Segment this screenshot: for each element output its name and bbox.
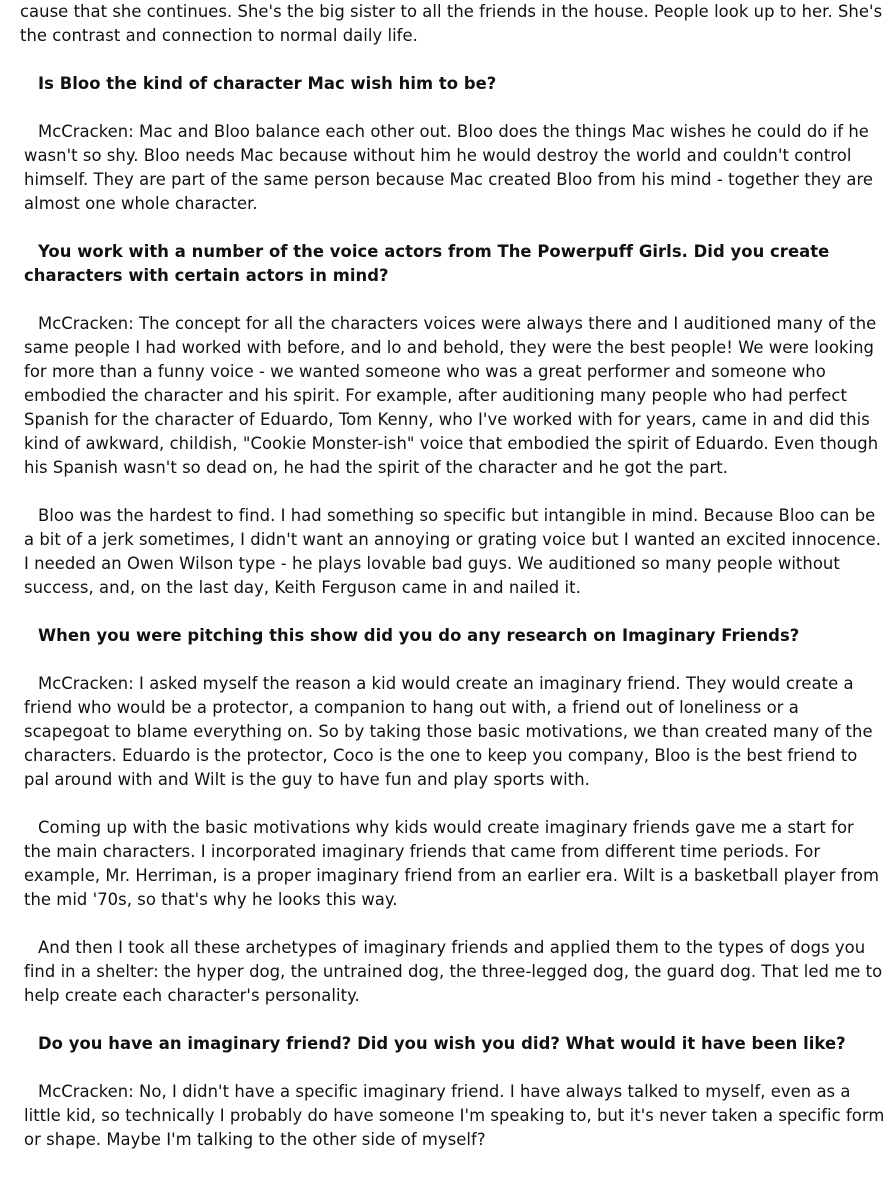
question-heading: Is Bloo the kind of character Mac wish him to be?: [38, 74, 497, 93]
answer-paragraph: cause that she continues. She's the big sister to all the friends in the house. People look up to her. She's the contrast and connection to normal daily life.: [20, 2, 883, 45]
answer-paragraph: McCracken: Mac and Bloo balance each other out. Bloo does the things Mac wishes he could do if he wasn't so shy. Bloo needs Mac because without him he would destroy the world and couldn't control himself. They are part of the same person because Mac created Bloo from his mind - together they are almost one whole character.: [24, 122, 874, 213]
answer-paragraph: McCracken: I asked myself the reason a kid would create an imaginary friend. They would create a friend who would be a protector, a companion to hang out with, a friend out of loneliness or a scapegoat to blame everything on. So by taking those basic motivations, we than created many of the characters. Eduardo is the protector, Coco is the one to keep you company, Bloo is the best friend to pal around with and Wilt is the guy to have fun and play sports with.: [24, 674, 873, 789]
article-body: [20, 0, 886, 1176]
answer-paragraph: Bloo was the hardest to find. I had something so specific but intangible in mind. Because Bloo can be a bit of a jerk sometimes, I didn't want an annoying or grating voice but I wanted an excited innocence. I needed an Owen Wilson type - he plays lovable bad guys. We auditioned so many people without success, and, on the last day, Keith Ferguson came in and nailed it.: [24, 506, 882, 597]
answer-paragraph: Coming up with the basic motivations why kids would create imaginary friends gave me a start for the main characters. I incorporated imaginary friends that came from different time periods. For example, Mr. Herriman, is a proper imaginary friend from an earlier era. Wilt is a basketball player from the mid '70s, so that's why he looks this way.: [24, 818, 880, 909]
answer-paragraph: McCracken: The concept for all the characters voices were always there and I auditioned many of the same people I had worked with before, and lo and behold, they were the best people! We were looking for more than a funny voice - we wanted someone who was a great performer and someone who embodied the character and his spirit. For example, after auditioning many people who had perfect Spanish for the character of Eduardo, Tom Kenny, who I've worked with for years, came in and did this kind of awkward, childish, "Cookie Monster-ish" voice that embodied the spirit of Eduardo. Even though his Spanish wasn't so dead on, he had the spirit of the character and he got the part.: [24, 314, 879, 477]
question-heading: Do you have an imaginary friend? Did you wish you did? What would it have been like?: [38, 1034, 846, 1053]
answer-paragraph: McCracken: No, I didn't have a specific imaginary friend. I have always talked to myself, even as a little kid, so technically I probably do have someone I'm speaking to, but it's never taken a specific form or shape. Maybe I'm talking to the other side of myself?: [24, 1082, 885, 1149]
question-heading: You work with a number of the voice actors from The Powerpuff Girls. Did you create characters with certain actors in mind?: [24, 242, 830, 285]
question-heading: When you were pitching this show did you do any research on Imaginary Friends?: [38, 626, 800, 645]
answer-paragraph: And then I took all these archetypes of imaginary friends and applied them to the types of dogs you find in a shelter: the hyper dog, the untrained dog, the three-legged dog, the guard dog. That led me to help create each character's personality.: [24, 938, 883, 1005]
